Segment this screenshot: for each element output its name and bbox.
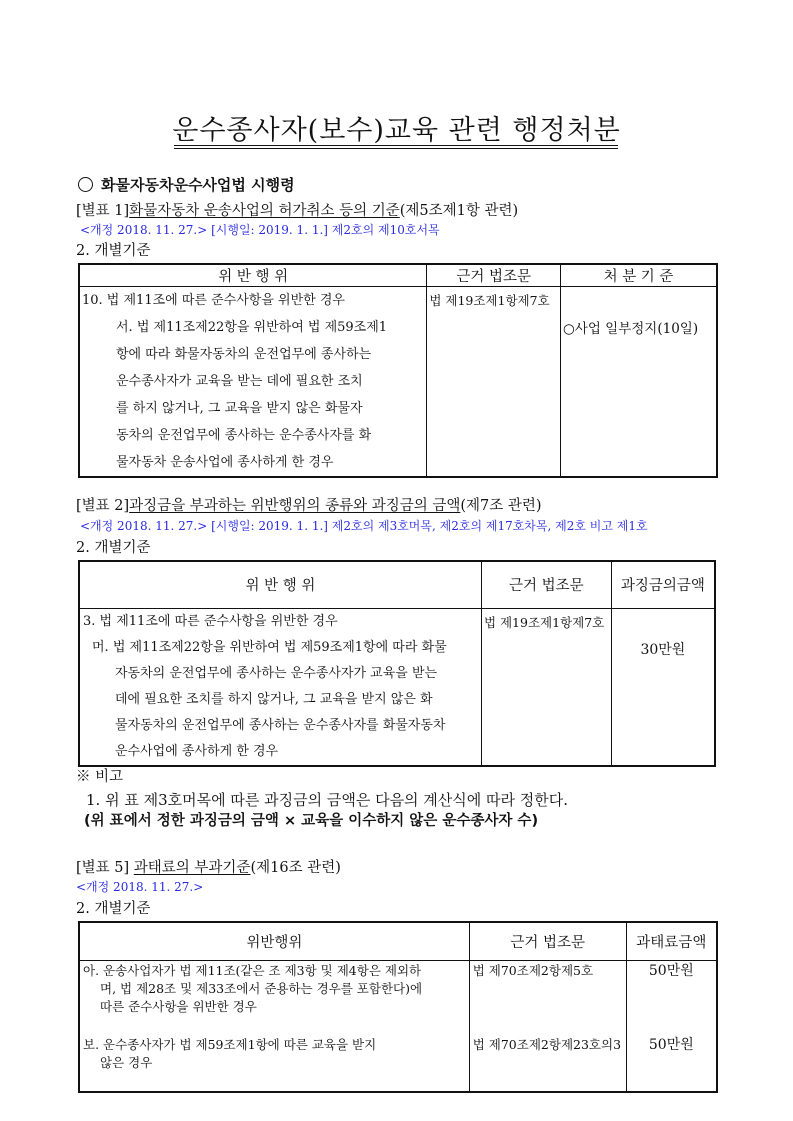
table-2 <box>78 560 716 767</box>
t1-line: 를 하지 않거나, 그 교육을 받지 않은 화물자 <box>116 401 363 416</box>
t2-header-amount: 과징금의금액 <box>611 561 715 608</box>
page-title: 운수종사자(보수)교육 관련 행정처분 <box>172 115 621 146</box>
t1-violation-cell <box>79 287 427 478</box>
t3-row <box>79 960 717 1072</box>
appendix-1-title: 화물자동차 운송사업의 허가취소 등의 기준 <box>129 203 400 219</box>
t1-line: 서. 법 제11조제22항을 위반하여 법 제59조제1 <box>116 320 388 335</box>
t2-header-basis: 근거 법조문 <box>481 561 611 608</box>
t1-basis-cell <box>427 287 561 478</box>
t2-basis: 법 제19조제1항제7호 <box>483 614 605 630</box>
note-line: 1. 위 표 제3호머목에 따른 과징금의 금액은 다음의 계산식에 따라 정한다. <box>86 791 569 809</box>
circle-bullet-icon <box>78 177 93 192</box>
t3-violation-cell <box>79 960 469 1072</box>
t2-amount-cell <box>611 608 715 766</box>
title-underline-double <box>174 148 618 149</box>
table-3 <box>78 921 718 1093</box>
t1-line: 동차의 운전업무에 종사하는 운수종사자를 화 <box>116 428 372 443</box>
t1-penalty-cell <box>561 287 717 478</box>
t3-line: 며, 법 제28조 및 제33조에서 준용하는 경우를 포함한다)에 <box>100 980 423 996</box>
t1-line: 10. 법 제11조에 따른 준수사항을 위반한 경우 <box>82 293 345 308</box>
note-formula: (위 표에서 정한 과징금의 금액 × 교육을 이수하지 않은 운수종사자 수) <box>84 813 539 829</box>
t3-amount-cell <box>626 960 717 1072</box>
appendix-5-subheading: 2. 개별기준 <box>76 901 151 917</box>
t3-amount-2: 50만원 <box>648 1036 694 1053</box>
t1-line: 운수종사자가 교육을 받는 데에 필요한 조치 <box>116 374 363 389</box>
appendix-2-subheading: 2. 개별기준 <box>76 540 151 556</box>
t1-line: 물자동차 운송사업에 종사하게 한 경우 <box>116 455 334 470</box>
appendix-5-amendment: <개정 2018. 11. 27.> <box>76 880 204 894</box>
t1-header-basis: 근거 법조문 <box>427 264 561 287</box>
t2-violation-cell <box>79 608 481 766</box>
appendix-1-label: [별표 1] <box>76 203 130 219</box>
t3-basis-1: 법 제70조제2항제5호 <box>472 962 594 978</box>
t3-line: 보. 운수종사자가 법 제59조제1항에 따른 교육을 받지 <box>83 1036 377 1052</box>
note-heading: ※ 비고 <box>76 769 124 785</box>
t3-line: 따른 준수사항을 위반한 경우 <box>100 998 257 1014</box>
t3-header-violation: 위반행위 <box>79 922 469 960</box>
appendix-5-label: [별표 5] <box>76 860 130 876</box>
appendix-2-label: [별표 2] <box>76 498 130 514</box>
t3-header-amount: 과태료금액 <box>626 922 717 960</box>
t2-line: 3. 법 제11조에 따른 준수사항을 위반한 경우 <box>83 613 338 629</box>
t3-line: 아. 운송사업자가 법 제11조(같은 조 제3항 및 제4항은 제외하 <box>83 962 422 978</box>
appendix-2-title: 과징금을 부과하는 위반행위의 종류와 과징금의 금액 <box>129 498 461 514</box>
t3-basis-2: 법 제70조제2항제23호의3 <box>472 1036 622 1052</box>
t2-line: 물자동차의 운전업무에 종사하는 운수종사자를 화물자동차 <box>115 717 446 733</box>
t2-line: 머. 법 제11조제22항을 위반하여 법 제59조제1항에 따라 화물 <box>92 639 447 655</box>
t2-line: 자동차의 운전업무에 종사하는 운수종사자가 교육을 받는 <box>115 665 438 681</box>
appendix-1-subheading: 2. 개별기준 <box>76 243 151 259</box>
t2-line: 데에 필요한 조치를 하지 않거나, 그 교육을 받지 않은 화 <box>115 691 433 707</box>
appendix-2-heading <box>76 494 542 515</box>
appendix-5-title: 과태료의 부과기준 <box>133 860 251 876</box>
appendix-1-heading <box>76 199 518 220</box>
t2-line: 운수사업에 종사하게 한 경우 <box>115 743 279 759</box>
appendix-1-ref: (제5조제1항 관련) <box>399 203 519 219</box>
t1-header-penalty: 처 분 기 준 <box>561 264 717 287</box>
t2-header-violation: 위 반 행 위 <box>79 561 481 608</box>
t2-amount: 30만원 <box>640 641 686 658</box>
t3-basis-cell <box>469 960 626 1072</box>
section-heading-text: 화물자동차운수사업법 시행령 <box>101 176 295 194</box>
appendix-2-amendment: <개정 2018. 11. 27.> [시행일: 2019. 1. 1.] 제2호의 제3호머목, 제2호의 제17호차목, 제2호 비고 제1호 <box>80 519 648 533</box>
title-underline <box>174 145 618 146</box>
table-1 <box>78 263 718 478</box>
t3-line: 않은 경우 <box>100 1054 153 1070</box>
appendix-2-ref: (제7조 관련) <box>460 498 542 514</box>
t3-amount-1: 50만원 <box>648 962 694 979</box>
appendix-5-ref: (제16조 관련) <box>250 860 341 876</box>
t3-header-basis: 근거 법조문 <box>469 922 626 960</box>
appendix-1-amendment: <개정 2018. 11. 27.> [시행일: 2019. 1. 1.] 제2호의 제10호서목 <box>80 223 440 237</box>
t2-basis-cell <box>481 608 611 766</box>
appendix-5-heading <box>76 856 341 877</box>
t1-penalty: ○사업 일부정지(10일) <box>563 321 699 337</box>
section-heading <box>78 174 295 195</box>
t1-basis: 법 제19조제1항제7호 <box>429 293 550 308</box>
t1-header-violation: 위 반 행 위 <box>79 264 427 287</box>
t1-line: 항에 따라 화물자동차의 운전업무에 종사하는 <box>116 347 372 362</box>
